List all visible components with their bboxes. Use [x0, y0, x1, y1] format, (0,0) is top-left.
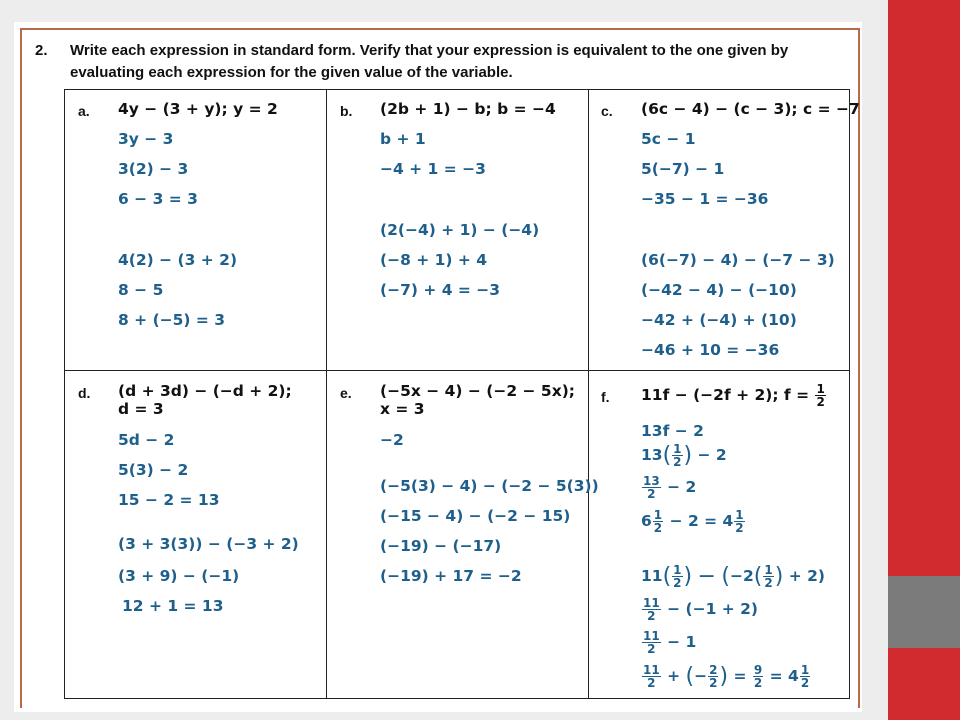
numerator: 1 [673, 442, 682, 456]
denominator: 2 [753, 676, 763, 690]
text: − 2 [667, 478, 697, 496]
denominator: 2 [764, 576, 773, 590]
fraction [653, 509, 663, 534]
work-line: −35 − 1 = −36 [641, 190, 769, 208]
grid-row-divider [65, 370, 849, 371]
numerator: 1 [735, 508, 744, 522]
text: + 2) [788, 567, 825, 585]
fraction [642, 630, 661, 655]
work-line: −4 + 1 = −3 [380, 160, 486, 178]
cell-label: c. [601, 103, 613, 119]
work-line: (−7) + 4 = −3 [380, 281, 501, 299]
problem-text: (d + 3d) − (−d + 2); [118, 382, 292, 400]
numerator: 1 [653, 508, 663, 522]
accent-bar-red-top [888, 0, 960, 576]
denominator: 2 [709, 676, 718, 690]
denominator: 2 [647, 609, 656, 623]
work-line: 3y − 3 [118, 130, 174, 148]
numerator: 1 [673, 563, 682, 577]
cell-label: a. [78, 103, 90, 119]
work-line: (−19) − (−17) [380, 537, 502, 555]
fraction [734, 509, 744, 534]
work-line: (3 + 3(3)) − (−3 + 2) [118, 535, 299, 553]
problem-text: (2b + 1) − b; b = −4 [380, 100, 556, 118]
work-line: (−15 − 4) − (−2 − 15) [380, 507, 571, 525]
work-line [641, 509, 746, 534]
work-line: 13( $\frac{1}{2}$ ) − 2 [641, 442, 727, 469]
denominator: 2 [647, 642, 656, 656]
text: 6 [641, 512, 652, 530]
fraction [753, 664, 763, 689]
problem-text: 4y − (3 + y); y = 2 [118, 100, 278, 118]
work-line: −42 + (−4) + (10) [641, 311, 797, 329]
denominator: 2 [673, 455, 682, 469]
denominator: 2 [735, 521, 744, 535]
numerator: 11 [643, 663, 660, 677]
text: 11 [641, 567, 663, 585]
work-line: $\frac{11}{2}$ + (− $\frac{2}{2}$ ) = $\frac{9}{2}$ = 4 $\frac{1}{2}$ [643, 663, 810, 690]
work-line: (−5(3) − 4) − (−2 − 5(3)) [380, 477, 599, 495]
text: − 2 = 4 [669, 512, 734, 530]
denominator: 2 [653, 521, 663, 535]
work-line: −2 [380, 431, 404, 449]
question-prompt: Write each expression in standard form. Verify that your expression is equivalent to the one given by evaluating each expression for the given value of the variable. [70, 42, 789, 81]
text: 13 [641, 446, 663, 464]
text: − 2 [697, 446, 727, 464]
denominator: 2 [647, 487, 656, 501]
fraction [642, 475, 661, 500]
accent-bar-gray [888, 576, 960, 648]
fraction [815, 383, 825, 408]
work-line [641, 475, 696, 500]
problem-text: (6c − 4) − (c − 3); c = −7 [641, 100, 860, 118]
numerator: 9 [753, 663, 763, 677]
problem-text: (−5x − 4) − (−2 − 5x); [380, 382, 575, 400]
fraction [763, 564, 773, 589]
cell-label: d. [78, 385, 91, 401]
denominator: 2 [647, 676, 656, 690]
numerator: 1 [764, 563, 773, 577]
fraction [672, 564, 682, 589]
work-line: 11( $\frac{1}{2}$ ) − (−2( $\frac{1}{2}$ ) + 2) [641, 563, 825, 590]
numerator: 1 [816, 382, 825, 396]
work-line: 6 − 3 = 3 [118, 190, 198, 208]
text: = 4 [769, 667, 799, 685]
work-line: 4(2) − (3 + 2) [118, 251, 238, 269]
work-line: (6(−7) − 4) − (−7 − 3) [641, 251, 835, 269]
work-line: 15 − 2 = 13 [118, 491, 220, 509]
problem-prefix: 11f − (−2f + 2); f = [641, 386, 810, 404]
numerator: 1 [800, 663, 810, 677]
grid-divider-1 [326, 90, 327, 698]
fraction [672, 443, 682, 468]
text: − [694, 667, 708, 685]
denominator: 2 [816, 395, 825, 409]
grid-divider-2 [588, 90, 589, 698]
fraction [642, 664, 661, 689]
work-line: 8 + (−5) = 3 [118, 311, 226, 329]
work-line: 5(−7) − 1 [641, 160, 725, 178]
work-line: (−8 + 1) + 4 [380, 251, 488, 269]
numerator: 2 [709, 663, 718, 677]
problem-text: d = 3 [118, 400, 164, 418]
work-line: −46 + 10 = −36 [641, 341, 780, 359]
text: − (−1 + 2) [667, 600, 758, 618]
problem-text: x = 3 [380, 400, 425, 418]
work-line: 12 + 1 = 13 [122, 597, 224, 615]
cell-label: f. [601, 389, 610, 405]
text: −2 [729, 567, 754, 585]
work-line [641, 597, 758, 622]
cell-label: b. [340, 103, 353, 119]
work-line: (3 + 9) − (−1) [118, 567, 240, 585]
work-line: 5(3) − 2 [118, 461, 189, 479]
fraction [708, 664, 718, 689]
work-line: 5c − 1 [641, 130, 696, 148]
numerator: 11 [643, 596, 660, 610]
work-line: (2(−4) + 1) − (−4) [380, 221, 540, 239]
cell-label: e. [340, 385, 352, 401]
question-number: 2. [35, 42, 48, 59]
denominator: 2 [673, 576, 682, 590]
text: − 1 [667, 633, 697, 651]
work-line: 3(2) − 3 [118, 160, 189, 178]
work-line: 13f − 2 [641, 422, 704, 440]
numerator: 13 [643, 474, 660, 488]
fraction [642, 597, 661, 622]
numerator: 11 [643, 629, 660, 643]
accent-bar-red-bottom [888, 648, 960, 720]
work-line: b + 1 [380, 130, 426, 148]
work-line: 5d − 2 [118, 431, 175, 449]
text: + [667, 667, 681, 685]
problem-text [641, 382, 827, 408]
work-line: (−19) + 17 = −2 [380, 567, 522, 585]
fraction [800, 664, 810, 689]
work-line [641, 630, 696, 655]
text: = [733, 667, 747, 685]
work-line: 8 − 5 [118, 281, 164, 299]
work-line: (−42 − 4) − (−10) [641, 281, 797, 299]
denominator: 2 [800, 676, 810, 690]
